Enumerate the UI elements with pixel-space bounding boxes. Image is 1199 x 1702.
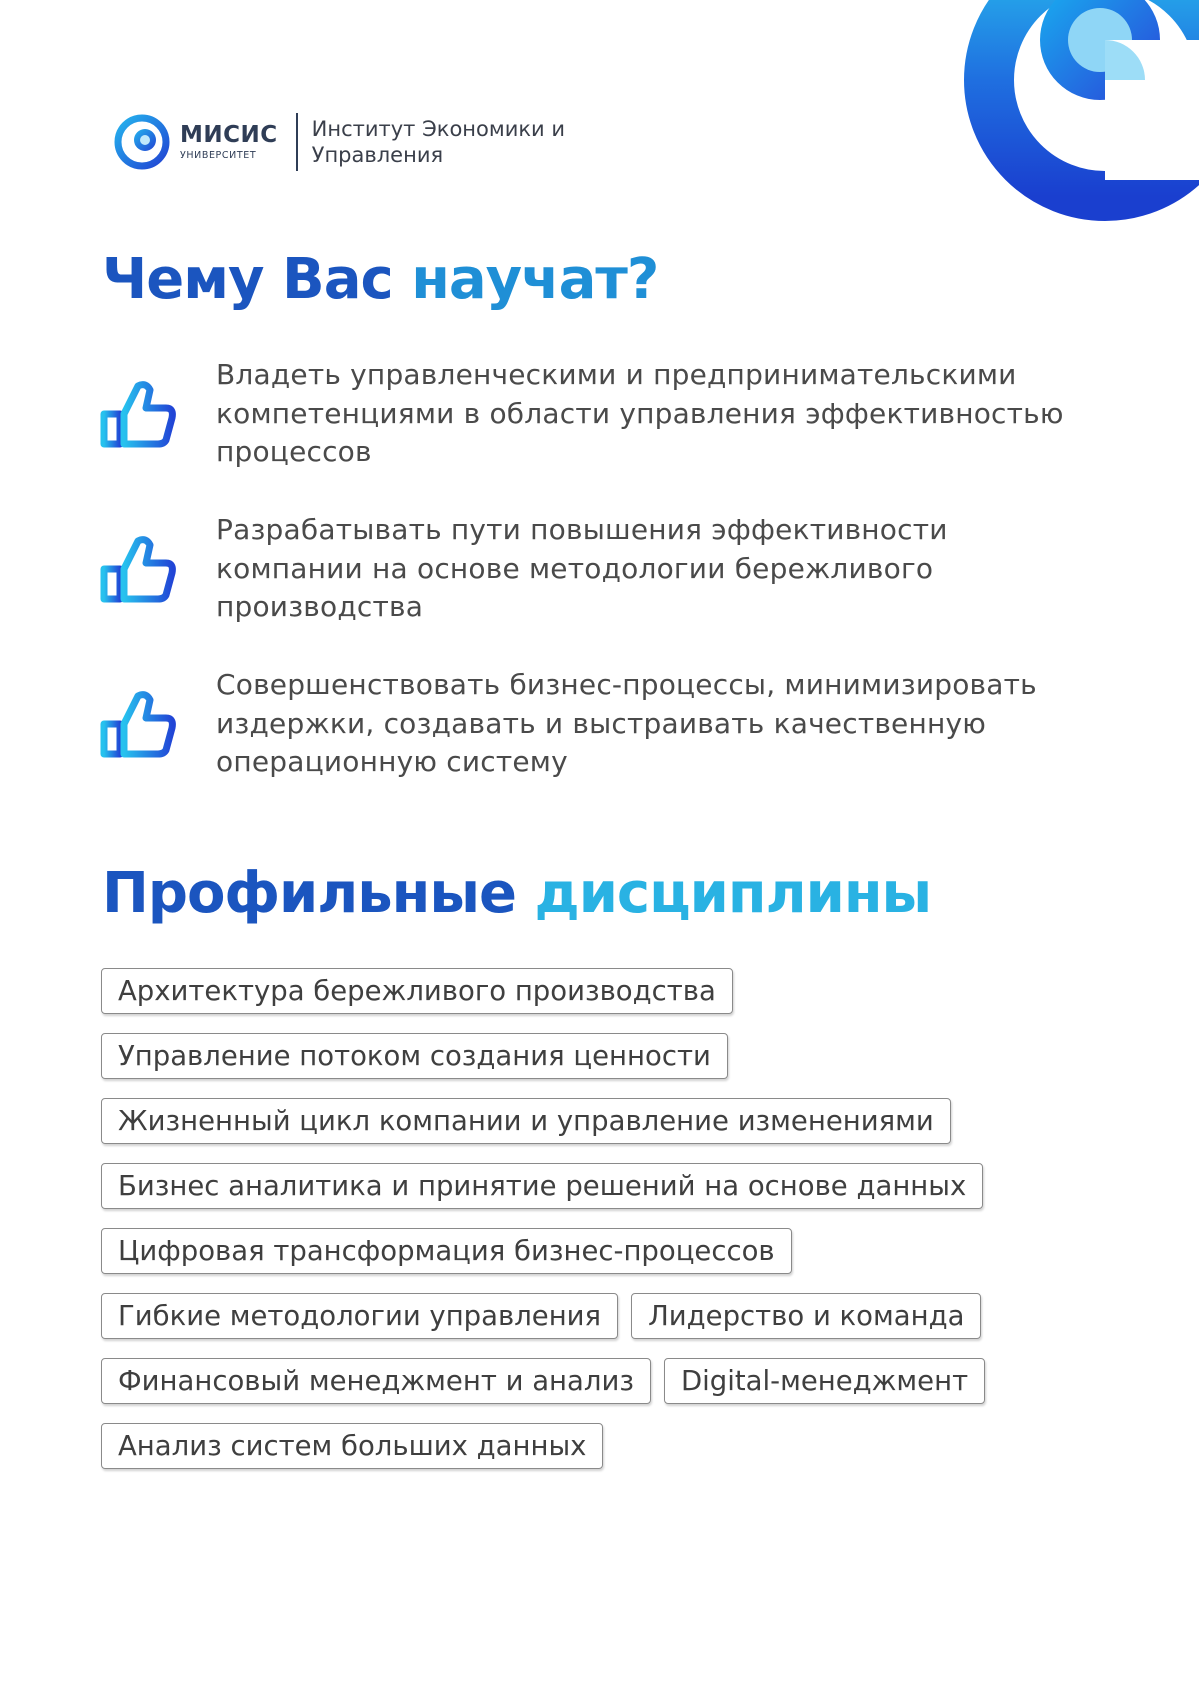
disciplines-list bbox=[101, 968, 1101, 1469]
logo-name: МИСИС bbox=[180, 121, 278, 148]
logo-subtitle: УНИВЕРСИТЕТ bbox=[180, 149, 257, 161]
skill-item bbox=[100, 666, 1100, 782]
discipline-chip: Бизнес аналитика и принятие решений на основе данных bbox=[101, 1163, 983, 1209]
skill-item bbox=[100, 356, 1100, 472]
logo-divider bbox=[296, 113, 298, 171]
thumbs-up-icon bbox=[100, 533, 178, 605]
skill-text: Разрабатывать пути повышения эффективности компании на основе методологии бережливого производства bbox=[216, 513, 948, 623]
misis-logo-icon bbox=[112, 112, 172, 172]
logo-wordmark bbox=[180, 121, 278, 161]
disciplines-section-title bbox=[102, 861, 932, 926]
discipline-row bbox=[101, 1033, 1101, 1079]
skill-text: Владеть управленческими и предпринимательскими компетенциями в области управления эффективностью процессов bbox=[216, 358, 1064, 468]
skills-title-accent: научат? bbox=[411, 247, 659, 312]
discipline-row bbox=[101, 1423, 1101, 1469]
skill-text: Совершенствовать бизнес-процессы, минимизировать издержки, создавать и выстраивать качественную операционную систему bbox=[216, 668, 1037, 778]
thumbs-up-icon bbox=[100, 378, 178, 450]
discipline-row bbox=[101, 1163, 1101, 1209]
discipline-chip: Финансовый менеджмент и анализ bbox=[101, 1358, 651, 1404]
disciplines-title-main: Профильные bbox=[102, 861, 516, 926]
discipline-chip: Лидерство и команда bbox=[631, 1293, 981, 1339]
institute-name: Институт Экономики и Управления bbox=[311, 117, 566, 167]
discipline-chip: Жизненный цикл компании и управление изменениями bbox=[101, 1098, 951, 1144]
disciplines-title-accent: дисциплины bbox=[534, 861, 932, 926]
discipline-chip: Цифровая трансформация бизнес-процессов bbox=[101, 1228, 792, 1274]
discipline-chip: Архитектура бережливого производства bbox=[101, 968, 733, 1014]
discipline-chip: Гибкие методологии управления bbox=[101, 1293, 618, 1339]
discipline-chip: Анализ систем больших данных bbox=[101, 1423, 603, 1469]
thumbs-up-icon bbox=[100, 688, 178, 760]
skill-item bbox=[100, 511, 1100, 627]
skills-title-main: Чему Вас bbox=[102, 247, 393, 312]
discipline-row bbox=[101, 1228, 1101, 1274]
university-logo bbox=[112, 112, 612, 172]
discipline-chip: Digital-менеджмент bbox=[664, 1358, 985, 1404]
discipline-row bbox=[101, 1098, 1101, 1144]
discipline-chip: Управление потоком создания ценности bbox=[101, 1033, 728, 1079]
discipline-row bbox=[101, 1293, 1101, 1339]
discipline-row bbox=[101, 1358, 1101, 1404]
discipline-row bbox=[101, 968, 1101, 1014]
skills-section-title bbox=[102, 247, 659, 312]
